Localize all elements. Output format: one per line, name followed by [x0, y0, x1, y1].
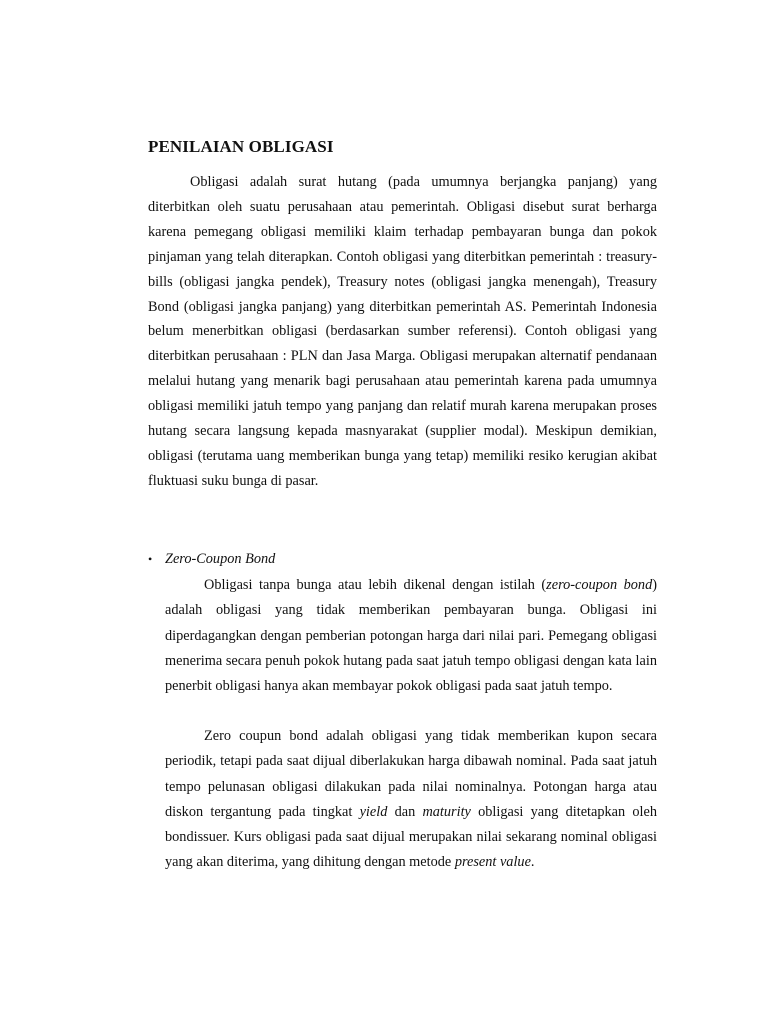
bullet-icon: •: [148, 552, 153, 566]
italic-term: zero-coupon bond: [546, 577, 653, 593]
text-segment: ) adalah obligasi yang tidak memberikan pembayaran bunga. Obligasi ini diperdagangkan dengan pemberian potongan harga dari nilai pari. Pemegang obligasi menerima secara penuh pokok hutang pada saat jatuh tempo obligasi dengan kata lain penerbit obligasi hanya akan membayar pokok obligasi pada saat jatuh tempo.: [165, 577, 657, 695]
text-segment: Obligasi tanpa bunga atau lebih dikenal dengan istilah (: [204, 577, 547, 593]
text-segment: dan: [387, 803, 423, 820]
text-segment: Zero coupun bond adalah obligasi yang tidak memberikan kupon secara periodik, tetapi pada saat dijual diberlakukan harga dibawah nominal. Pada saat jatuh tempo pelunasan obligasi dilakukan pada nilai nominalnya. Potongan harga atau diskon tergantung pada tingkat: [165, 728, 657, 820]
zero-coupon-paragraph-2: [165, 724, 657, 876]
intro-paragraph: Obligasi adalah surat hutang (pada umumnya berjangka panjang) yang diterbitkan oleh suatu perusahaan atau pemerintah. Obligasi disebut surat berharga karena pemegang obligasi memiliki klaim terhadap pembayaran bunga dan pokok pinjaman yang telah diterapkan. Contoh obligasi yang diterbitkan pemerintah : treasury-bills (obligasi jangka pendek), Treasury notes (obligasi jangka menengah), Treasury Bond (obligasi jangka panjang) yang diterbitkan pemerintah AS. Pemerintah Indonesia belum menerbitkan obligasi (berdasarkan sumber referensi). Contoh obligasi yang diterbitkan perusahaan : PLN dan Jasa Marga. Obligasi merupakan alternatif pendanaan melalui hutang yang menarik bagi perusahaan atau pemerintah karena pada umumnya obligasi memiliki jatuh tempo yang panjang dan relatif murah karena merupakan proses hutang secara langsung kepada masnyarakat (supplier modal). Meskipun demikian, obligasi (terutama uang memberikan bunga yang tetap) memiliki resiko kerugian akibat fluktuasi suku bunga di pasar.: [148, 174, 657, 489]
zero-coupon-paragraph-1: [165, 573, 657, 699]
page-title: PENILAIAN OBLIGASI: [148, 137, 334, 156]
italic-term: present value: [454, 854, 531, 871]
italic-term: yield: [359, 803, 388, 820]
text-segment: .: [530, 854, 535, 871]
text-segment: obligasi yang ditetapkan oleh bondissuer. Kurs obligasi pada saat dijual merupakan nilai sekarang nominal obligasi yang akan diterima, yang dihitung dengan metode: [165, 803, 657, 871]
italic-term: maturity: [422, 803, 471, 820]
bullet-heading: Zero-Coupon Bond: [165, 551, 276, 567]
